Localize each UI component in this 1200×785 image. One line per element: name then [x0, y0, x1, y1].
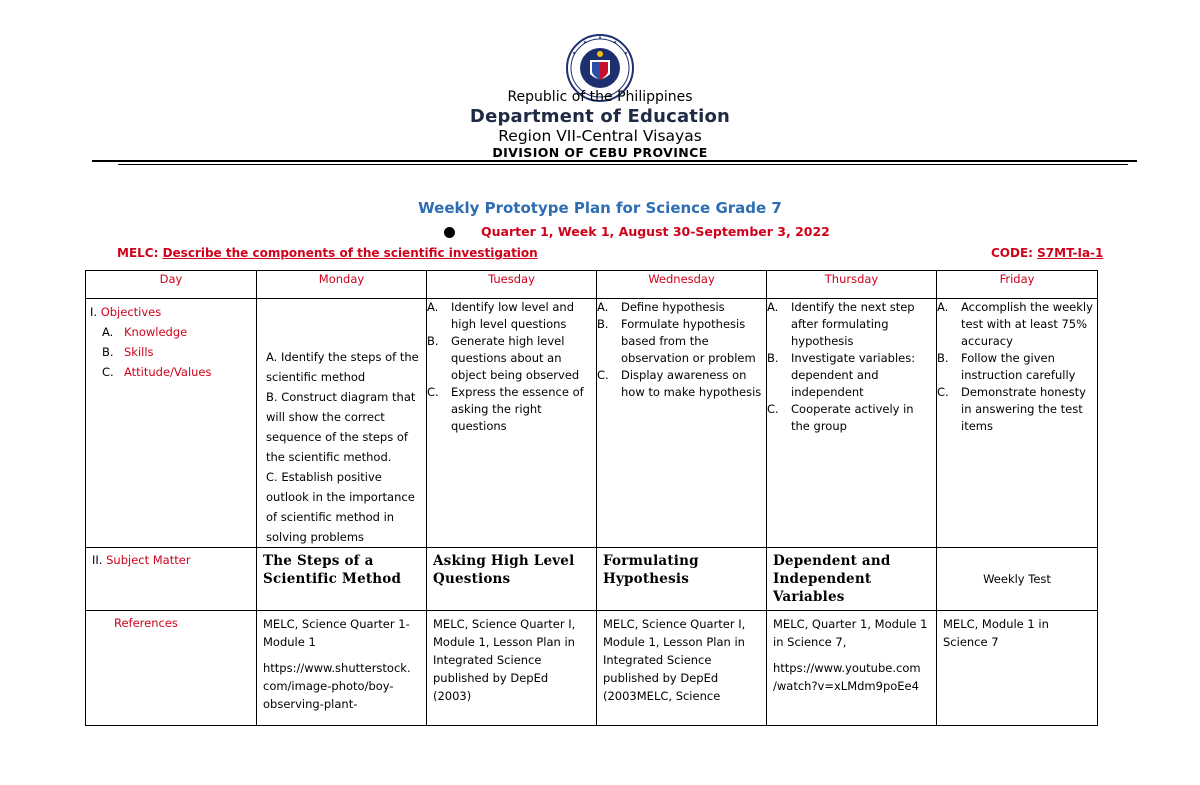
objectives-num: I. [90, 305, 101, 319]
division-name: DIVISION OF CEBU PROVINCE [492, 145, 708, 160]
tuesday-objectives [427, 299, 597, 548]
col-header-monday: Monday [257, 271, 427, 299]
tuesday-references [427, 611, 597, 726]
subject-matter-row [86, 548, 1098, 611]
reference-item: MELC, Science Quarter 1- Module 1 [263, 617, 410, 649]
monday-objective: B. Construct diagram that will show the correct sequence of the steps of the scientific method. [266, 390, 416, 464]
reference-item: MELC, Science Quarter I, Module 1, Lesson Plan in Integrated Science published by DepEd (2003) [433, 617, 576, 703]
col-header-tuesday: Tuesday [427, 271, 597, 299]
friday-objectives [937, 299, 1098, 548]
monday-subject: The Steps of a Scientific Method [257, 548, 427, 611]
melc-line [117, 246, 538, 260]
document-title: Weekly Prototype Plan for Science Grade 7 [418, 199, 782, 217]
wednesday-objective: A. Define hypothesis [597, 300, 725, 314]
header-rule-thin [118, 164, 1128, 165]
tuesday-objective: A. Identify low level and high level questions [427, 300, 574, 331]
friday-subject: Weekly Test [937, 548, 1098, 611]
objectives-label: Objectives [100, 305, 162, 319]
references-label-cell [86, 611, 257, 726]
reference-item: MELC, Quarter 1, Module 1 in Science 7, [773, 617, 928, 649]
wednesday-objective: B. Formulate hypothesis based from the observation or problem [597, 317, 756, 365]
col-header-wednesday: Wednesday [597, 271, 767, 299]
reference-link[interactable]: https://www.youtube.com /watch?v=xLMdm9poEe4 [773, 661, 921, 693]
friday-objective: C. Demonstrate honesty in answering the test items [937, 385, 1086, 433]
objective-type: A. Knowledge [102, 325, 188, 339]
friday-objective: A. Accomplish the weekly test with at least 75% accuracy [937, 300, 1093, 348]
references-label: References [114, 616, 178, 630]
quarter-text: Quarter 1, Week 1, August 30-September 3, 2022 [481, 224, 830, 239]
tuesday-objective: B. Generate high level questions about an object being observed [427, 334, 580, 382]
reference-item: MELC, Science Quarter I, Module 1, Lesson Plan in Integrated Science published by DepEd (2003MELC, Science [603, 617, 746, 703]
tuesday-subject: Asking High Level Questions [427, 548, 597, 611]
thursday-objective: C. Cooperate actively in the group [767, 402, 914, 433]
code-value: S7MT-Ia-1 [1037, 246, 1104, 260]
subject-matter-label: Subject Matter [106, 553, 191, 567]
friday-objective: B. Follow the given instruction carefully [937, 351, 1076, 382]
reference-link[interactable]: https://www.shutterstock. com/image-photo/boy-observing-plant- [263, 661, 411, 711]
monday-objective: C. Establish positive outlook in the importance of scientific method in solving problems [266, 470, 415, 544]
objectives-row [86, 299, 1098, 548]
subject-matter-label-cell [86, 548, 257, 611]
melc-value: Describe the components of the scientific investigation [162, 246, 538, 260]
day-header-row [86, 271, 1098, 299]
tuesday-objective: C. Express the essence of asking the right questions [427, 385, 584, 433]
objective-type: C. Attitude/Values [102, 365, 212, 379]
melc-label: MELC: [117, 246, 163, 260]
thursday-objective: B. Investigate variables: dependent and independent [767, 351, 916, 399]
wednesday-objectives [597, 299, 767, 548]
friday-references [937, 611, 1098, 726]
wednesday-references [597, 611, 767, 726]
reference-item: MELC, Module 1 in Science 7 [943, 617, 1049, 649]
code-label: CODE: [991, 246, 1038, 260]
col-header-friday: Friday [937, 271, 1098, 299]
subject-matter-num: II. [92, 553, 107, 567]
header-rule [92, 160, 1137, 162]
objectives-label-cell [86, 299, 257, 548]
plan-table [85, 270, 1098, 726]
thursday-objective: A. Identify the next step after formulating hypothesis [767, 300, 915, 348]
wednesday-subject: Formulating Hypothesis [597, 548, 767, 611]
code-line [991, 246, 1103, 260]
references-row [86, 611, 1098, 726]
monday-objectives [257, 299, 427, 548]
monday-objective: A. Identify the steps of the scientific method [266, 350, 419, 384]
objective-type: B. Skills [102, 345, 154, 359]
wednesday-objective: C. Display awareness on how to make hypothesis [597, 368, 762, 399]
thursday-subject: Dependent and Independent Variables [767, 548, 937, 611]
department-name: Department of Education [469, 106, 731, 127]
thursday-objectives [767, 299, 937, 548]
monday-references [257, 611, 427, 726]
thursday-references [767, 611, 937, 726]
quarter-line [443, 224, 830, 239]
republic-line: Republic of the Philippines [507, 89, 693, 105]
col-header-thursday: Thursday [767, 271, 937, 299]
region-name: Region VII-Central Visayas [498, 127, 702, 145]
col-header-day: Day [86, 271, 257, 299]
